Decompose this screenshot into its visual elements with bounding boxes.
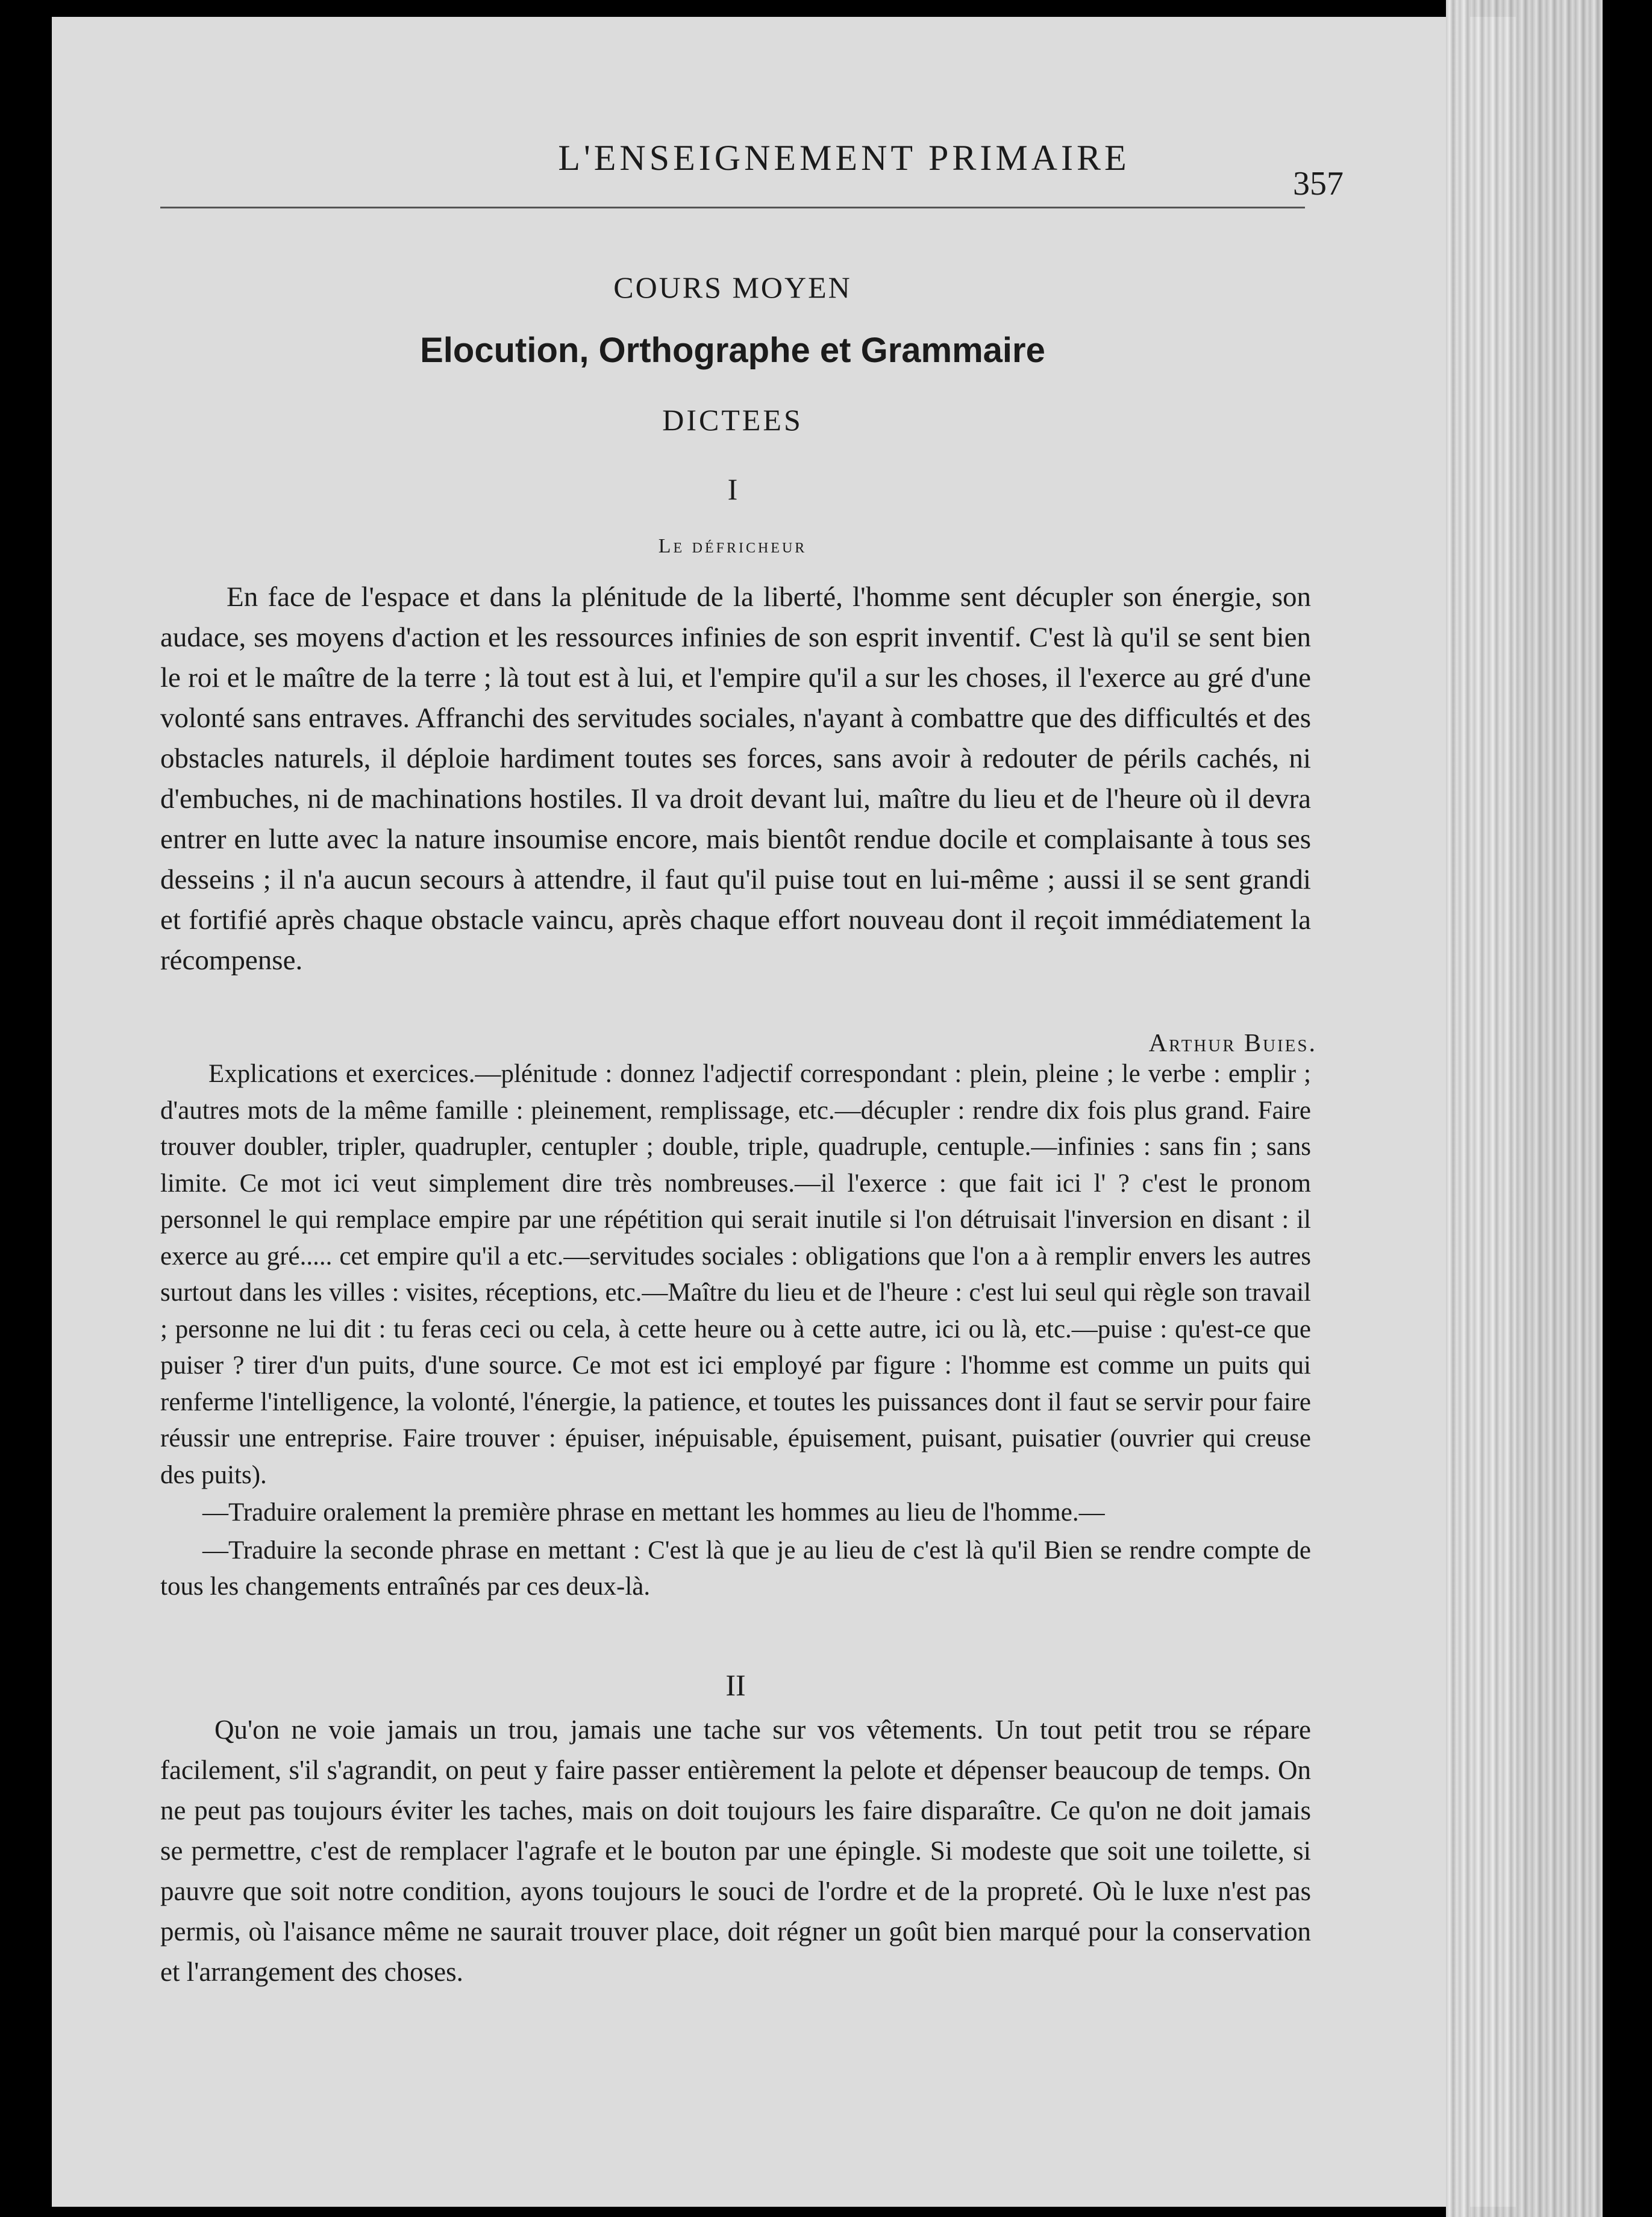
exercise-two: —Traduire la seconde phrase en mettant : C'est là que je au lieu de c'est là qu'il Bien se rendre compte de tous les changements entraînés par ces deux-là.	[160, 1536, 1311, 1601]
section-heading: DICTEES	[662, 403, 803, 437]
dictation-one-author: Arthur Buies.	[1148, 1030, 1317, 1057]
dictation-one-text: En face de l'espace et dans la plénitude de la liberté, l'homme sent décupler son énergie, son audace, ses moyens d'action et les ressources infinies de son esprit inventif. C'est là qu'il se sent bien le roi et le maître de la terre ; là tout est à lui, et l'empire qu'il a sur les choses, il l'exerce au gré d'une volonté sans entraves. Affranchi des servitudes sociales, n'ayant à combattre que des difficultés et des obstacles naturels, il déploie hardiment toutes ses forces, sans avoir à redouter de périls cachés, ni d'embuches, ni de machinations hostiles. Il va droit devant lui, maître du lieu et de l'heure où il devra entrer en lutte avec la nature insoumise encore, mais bientôt rendue docile et complaisante à tous ses desseins ; il n'a aucun secours à attendre, il faut qu'il puise tout en lui-même ; aussi il se sent grandi et fortifié après chaque obstacle vaincu, après chaque effort nouveau dont il reçoit immédiatement la récompense.	[160, 581, 1311, 976]
part-two-numeral: II	[725, 1668, 746, 1702]
book-page	[52, 17, 1516, 2207]
book-page-edges	[1446, 0, 1603, 2217]
level-heading: COURS MOYEN	[613, 270, 852, 304]
dictation-two-text: Qu'on ne voie jamais un trou, jamais une tache sur vos vêtements. Un tout petit trou se répare facilement, s'il s'agrandit, on peut y faire passer entièrement la pelote et dépenser beaucoup de temps. On ne peut pas toujours éviter les taches, mais on doit toujours les faire disparaître. Ce qu'on ne doit jamais se permettre, c'est de remplacer l'agrafe et le bouton par une épingle. Si modeste que soit une toilette, si pauvre que soit notre condition, ayons toujours le souci de l'ordre et de la propreté. Où le luxe n'est pas permis, où l'aisance même ne saurait trouver place, doit régner un goût bien marqué pour la conservation et l'arrangement des choses.	[160, 1715, 1311, 1987]
part-one-numeral: I	[727, 472, 738, 506]
explanations-block	[160, 1056, 1311, 1606]
exercise-one: —Traduire oralement la première phrase en mettant les hommes au lieu de l'homme.—	[202, 1498, 1105, 1527]
subject-heading: Elocution, Orthographe et Grammaire	[420, 331, 1045, 370]
explanations-paragraph: Explications et exercices.—plénitude : donnez l'adjectif correspondant : plein, pleine ; le verbe : emplir ; d'autres mots de la même famille : pleinement, remplissage, etc.—décupler : rendre dix fois plus grand. Faire trouver doubler, tripler, quadrupler, centupler ; double, triple, quadruple, centuple.—infinies : sans fin ; sans limite. Ce mot ici veut simplement dire très nombreuses.—il l'exerce : que fait ici l' ? c'est le pronom personnel le qui remplace empire par une répétition qui serait inutile si l'on détruisait l'inversion en disant : il exerce au gré..... cet empire qu'il a etc.—servitudes sociales : obligations que l'on a à remplir envers les autres surtout dans les villes : visites, réceptions, etc.—Maître du lieu et de l'heure : c'est lui seul qui règle son travail ; personne ne lui dit : tu feras ceci ou cela, à cette heure ou à cette autre, ici ou là, etc.—puise : qu'est-ce que puiser ? tirer d'un puits, d'une source. Ce mot est ici employé par figure : l'homme est comme un puits qui renferme l'intelligence, la volonté, l'énergie, la patience, et toutes les puissances dont il faut se servir pour faire réussir une entreprise. Faire trouver : épuiser, inépuisable, épuisement, puisant, puisatier (ouvrier qui creuse des puits).	[160, 1060, 1311, 1489]
part-one-title: Le défricheur	[658, 535, 807, 557]
running-head: L'ENSEIGNEMENT PRIMAIRE	[558, 138, 1130, 178]
page-number: 357	[1293, 165, 1344, 202]
header-rule	[160, 207, 1305, 208]
